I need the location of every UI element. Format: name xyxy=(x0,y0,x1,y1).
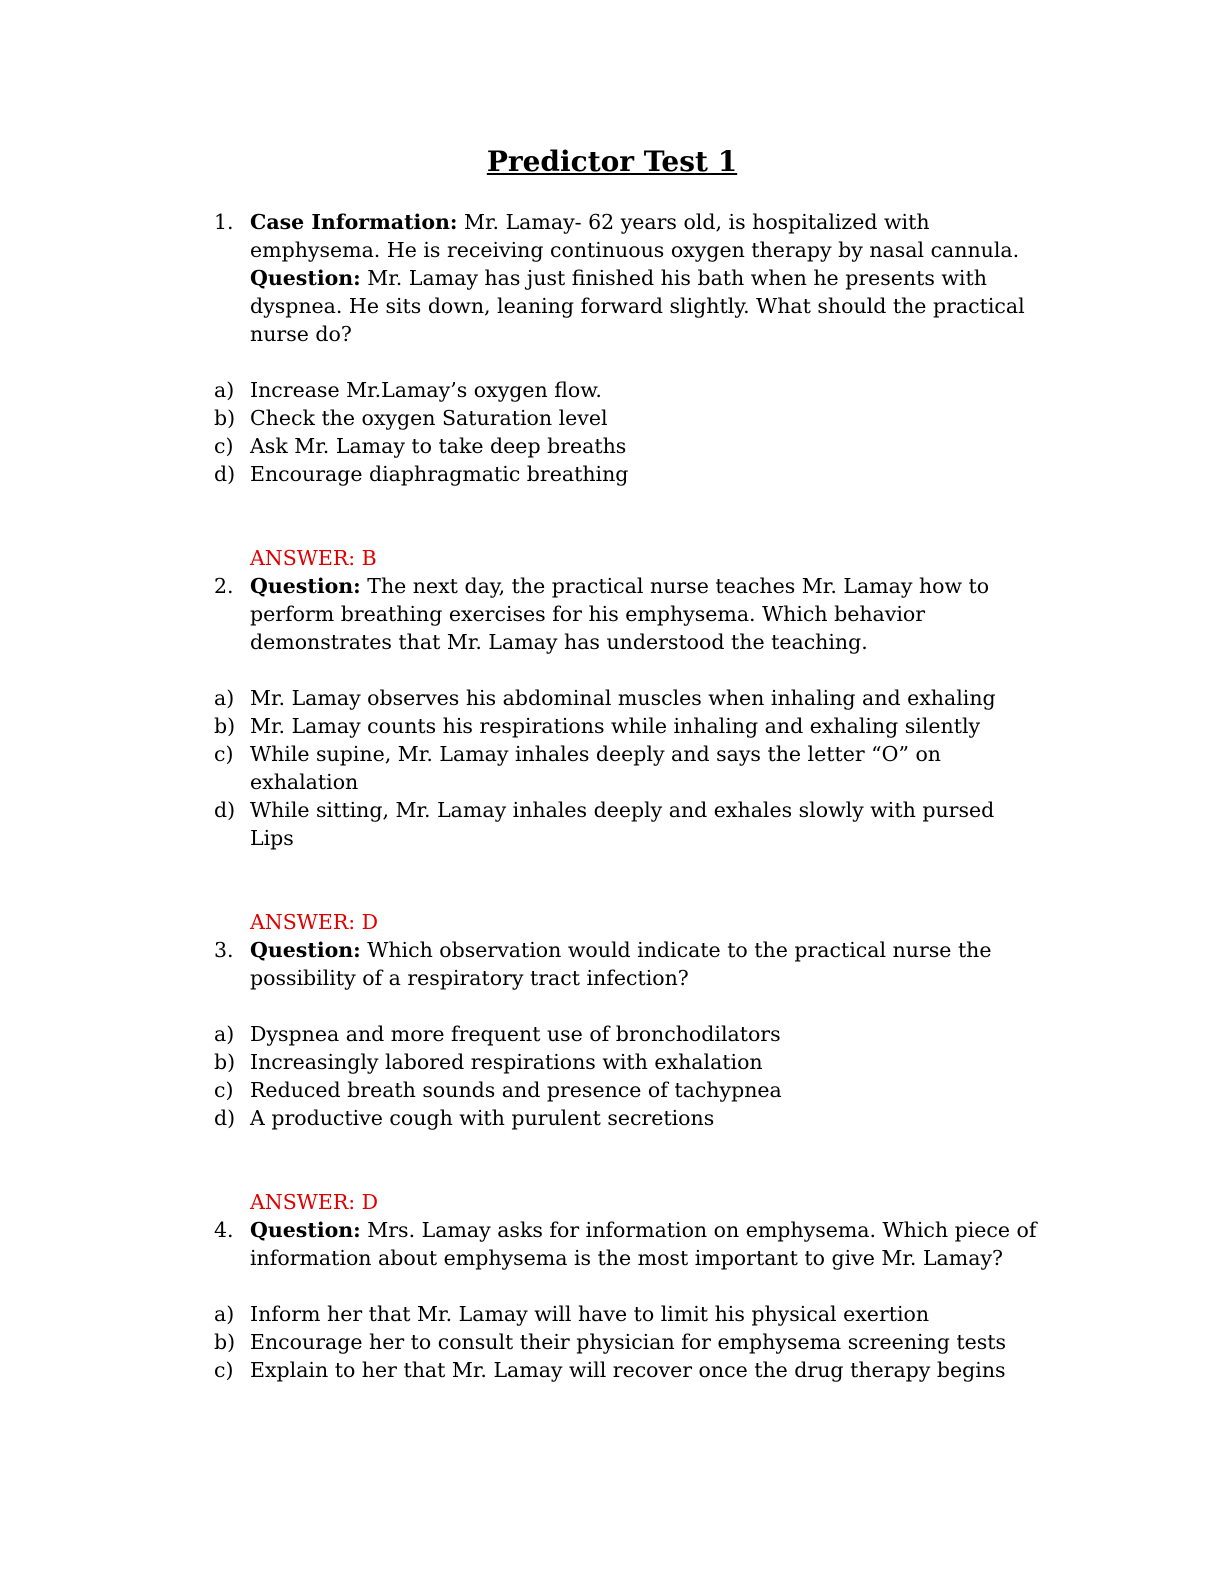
question-number: 2. xyxy=(214,574,234,598)
option-letter: d) xyxy=(214,462,236,486)
option-text: While sitting, Mr. Lamay inhales deeply and exhales slowly with pursed Lips xyxy=(250,798,995,850)
question-text xyxy=(250,264,1044,348)
question-label: Question: xyxy=(250,938,361,962)
option-letter: c) xyxy=(214,1078,234,1102)
option xyxy=(214,684,1044,712)
option-text: A productive cough with purulent secretions xyxy=(250,1106,715,1130)
document-title: Predictor Test 1 xyxy=(486,145,738,178)
option-letter: d) xyxy=(214,1106,236,1130)
options-1 xyxy=(214,376,1044,488)
option-text: Explain to her that Mr. Lamay will recover once the drug therapy begins xyxy=(250,1358,1006,1382)
question-number: 3. xyxy=(214,938,234,962)
option xyxy=(214,432,1044,460)
option-letter: b) xyxy=(214,1050,236,1074)
question-label: Question: xyxy=(250,1218,361,1242)
answer-3: ANSWER: D xyxy=(250,1190,379,1214)
option-letter: a) xyxy=(214,686,235,710)
option-letter: b) xyxy=(214,714,236,738)
option-letter: c) xyxy=(214,1358,234,1382)
option xyxy=(214,1356,1044,1384)
question-2 xyxy=(214,572,1044,656)
option xyxy=(214,740,1044,796)
option xyxy=(214,1104,1044,1132)
option-text: Reduced breath sounds and presence of tachypnea xyxy=(250,1078,782,1102)
question-text xyxy=(250,936,1044,992)
option xyxy=(214,1020,1044,1048)
option xyxy=(214,796,1044,852)
option xyxy=(214,1328,1044,1356)
option xyxy=(214,712,1044,740)
case-information xyxy=(250,208,1044,264)
question-number: 4. xyxy=(214,1218,234,1242)
option-text: While supine, Mr. Lamay inhales deeply and says the letter “O” on exhalation xyxy=(250,742,941,794)
option-text: Ask Mr. Lamay to take deep breaths xyxy=(250,434,627,458)
question-1 xyxy=(214,208,1044,348)
option xyxy=(214,404,1044,432)
options-2 xyxy=(214,684,1044,852)
option xyxy=(214,1076,1044,1104)
option-letter: a) xyxy=(214,378,235,402)
option-text: Increasingly labored respirations with exhalation xyxy=(250,1050,763,1074)
question-body: The next day, the practical nurse teaches Mr. Lamay how to perform breathing exercises for his emphysema. Which behavior demonstrates that Mr. Lamay has understood the teaching. xyxy=(250,574,990,654)
option-letter: d) xyxy=(214,798,236,822)
question-list xyxy=(214,208,1044,1384)
option-text: Encourage her to consult their physician for emphysema screening tests xyxy=(250,1330,1007,1354)
option-letter: c) xyxy=(214,434,234,458)
option-text: Mr. Lamay observes his abdominal muscles when inhaling and exhaling xyxy=(250,686,996,710)
question-body: Which observation would indicate to the practical nurse the possibility of a respiratory tract infection? xyxy=(250,938,992,990)
option-letter: b) xyxy=(214,406,236,430)
question-label: Question: xyxy=(250,574,361,598)
answer-1: ANSWER: B xyxy=(250,546,377,570)
options-3 xyxy=(214,1020,1044,1132)
option xyxy=(214,1300,1044,1328)
option-letter: c) xyxy=(214,742,234,766)
option-text: Inform her that Mr. Lamay will have to limit his physical exertion xyxy=(250,1302,930,1326)
question-text xyxy=(250,572,1044,656)
option xyxy=(214,460,1044,488)
options-4 xyxy=(214,1300,1044,1384)
question-3 xyxy=(214,936,1044,992)
option xyxy=(214,1048,1044,1076)
option-text: Mr. Lamay counts his respirations while inhaling and exhaling silently xyxy=(250,714,981,738)
case-text: Mr. Lamay- 62 years old, is hospitalized with emphysema. He is receiving continuous oxygen therapy by nasal cannula. xyxy=(250,210,1020,262)
case-label: Case Information: xyxy=(250,210,458,234)
question-text xyxy=(250,1216,1044,1272)
question-label: Question: xyxy=(250,266,361,290)
option-letter: a) xyxy=(214,1302,235,1326)
option-text: Check the oxygen Saturation level xyxy=(250,406,608,430)
option-letter: b) xyxy=(214,1330,236,1354)
option-text: Encourage diaphragmatic breathing xyxy=(250,462,629,486)
question-number: 1. xyxy=(214,210,234,234)
question-body: Mrs. Lamay asks for information on emphysema. Which piece of information about emphysema is the most important to give Mr. Lamay? xyxy=(250,1218,1037,1270)
question-4 xyxy=(214,1216,1044,1272)
option-letter: a) xyxy=(214,1022,235,1046)
option xyxy=(214,376,1044,404)
option-text: Increase Mr.Lamay’s oxygen flow. xyxy=(250,378,602,402)
answer-2: ANSWER: D xyxy=(250,910,379,934)
question-body: Mr. Lamay has just finished his bath when he presents with dyspnea. He sits down, leaning forward slightly. What should the practical nurse do? xyxy=(250,266,1025,346)
option-text: Dyspnea and more frequent use of bronchodilators xyxy=(250,1022,781,1046)
